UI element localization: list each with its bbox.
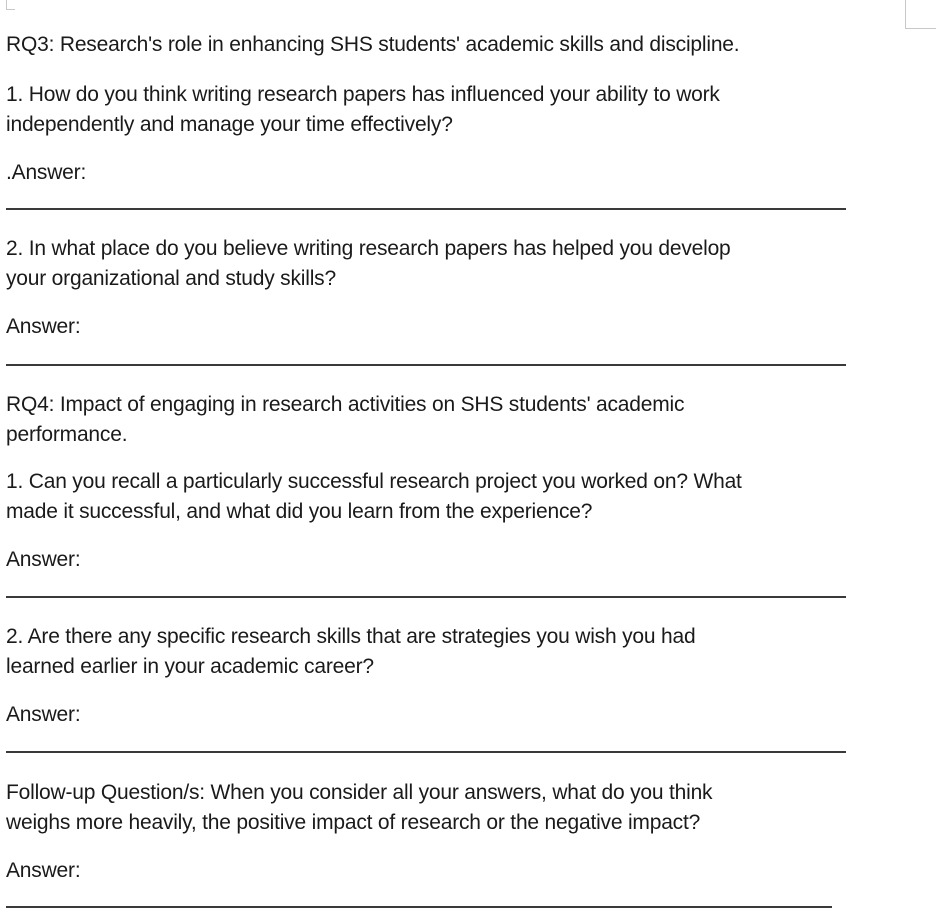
rq4-question-1-answer-label: Answer: bbox=[6, 548, 81, 571]
rq4-question-1-answer-line[interactable] bbox=[6, 596, 846, 598]
page-corner-mark-left bbox=[6, 0, 15, 10]
rq3-question-1-line-1: 1. How do you think writing research papers has influenced your ability to work bbox=[6, 83, 720, 106]
followup-question-line-2: weighs more heavily, the positive impact of research or the negative impact? bbox=[6, 811, 701, 834]
rq3-question-2-line-1: 2. In what place do you believe writing research papers has helped you develop bbox=[6, 237, 731, 260]
rq3-heading: RQ3: Research's role in enhancing SHS students' academic skills and discipline. bbox=[6, 33, 740, 56]
rq4-question-2-answer-line[interactable] bbox=[6, 751, 846, 753]
page-corner-mark-right bbox=[905, 0, 936, 29]
rq4-heading-line-1: RQ4: Impact of engaging in research activities on SHS students' academic bbox=[6, 393, 685, 416]
rq4-question-1-line-1: 1. Can you recall a particularly successful research project you worked on? What bbox=[6, 470, 742, 493]
rq3-question-1-answer-label: .Answer: bbox=[6, 161, 87, 184]
followup-answer-label: Answer: bbox=[6, 859, 81, 882]
rq4-question-2-line-1: 2. Are there any specific research skills that are strategies you wish you had bbox=[6, 625, 696, 648]
rq4-heading-line-2: performance. bbox=[6, 423, 128, 446]
followup-answer-line[interactable] bbox=[6, 906, 832, 908]
rq4-question-1-line-2: made it successful, and what did you learn from the experience? bbox=[6, 500, 593, 523]
followup-question-line-1: Follow-up Question/s: When you consider all your answers, what do you think bbox=[6, 781, 713, 804]
rq3-question-2-answer-line[interactable] bbox=[6, 364, 846, 366]
rq3-question-1-answer-line[interactable] bbox=[6, 208, 846, 210]
rq3-question-2-answer-label: Answer: bbox=[6, 315, 81, 338]
rq4-question-2-line-2: learned earlier in your academic career? bbox=[6, 655, 374, 678]
rq3-question-1-line-2: independently and manage your time effectively? bbox=[6, 113, 453, 136]
rq3-question-2-line-2: your organizational and study skills? bbox=[6, 267, 336, 290]
rq4-question-2-answer-label: Answer: bbox=[6, 703, 81, 726]
